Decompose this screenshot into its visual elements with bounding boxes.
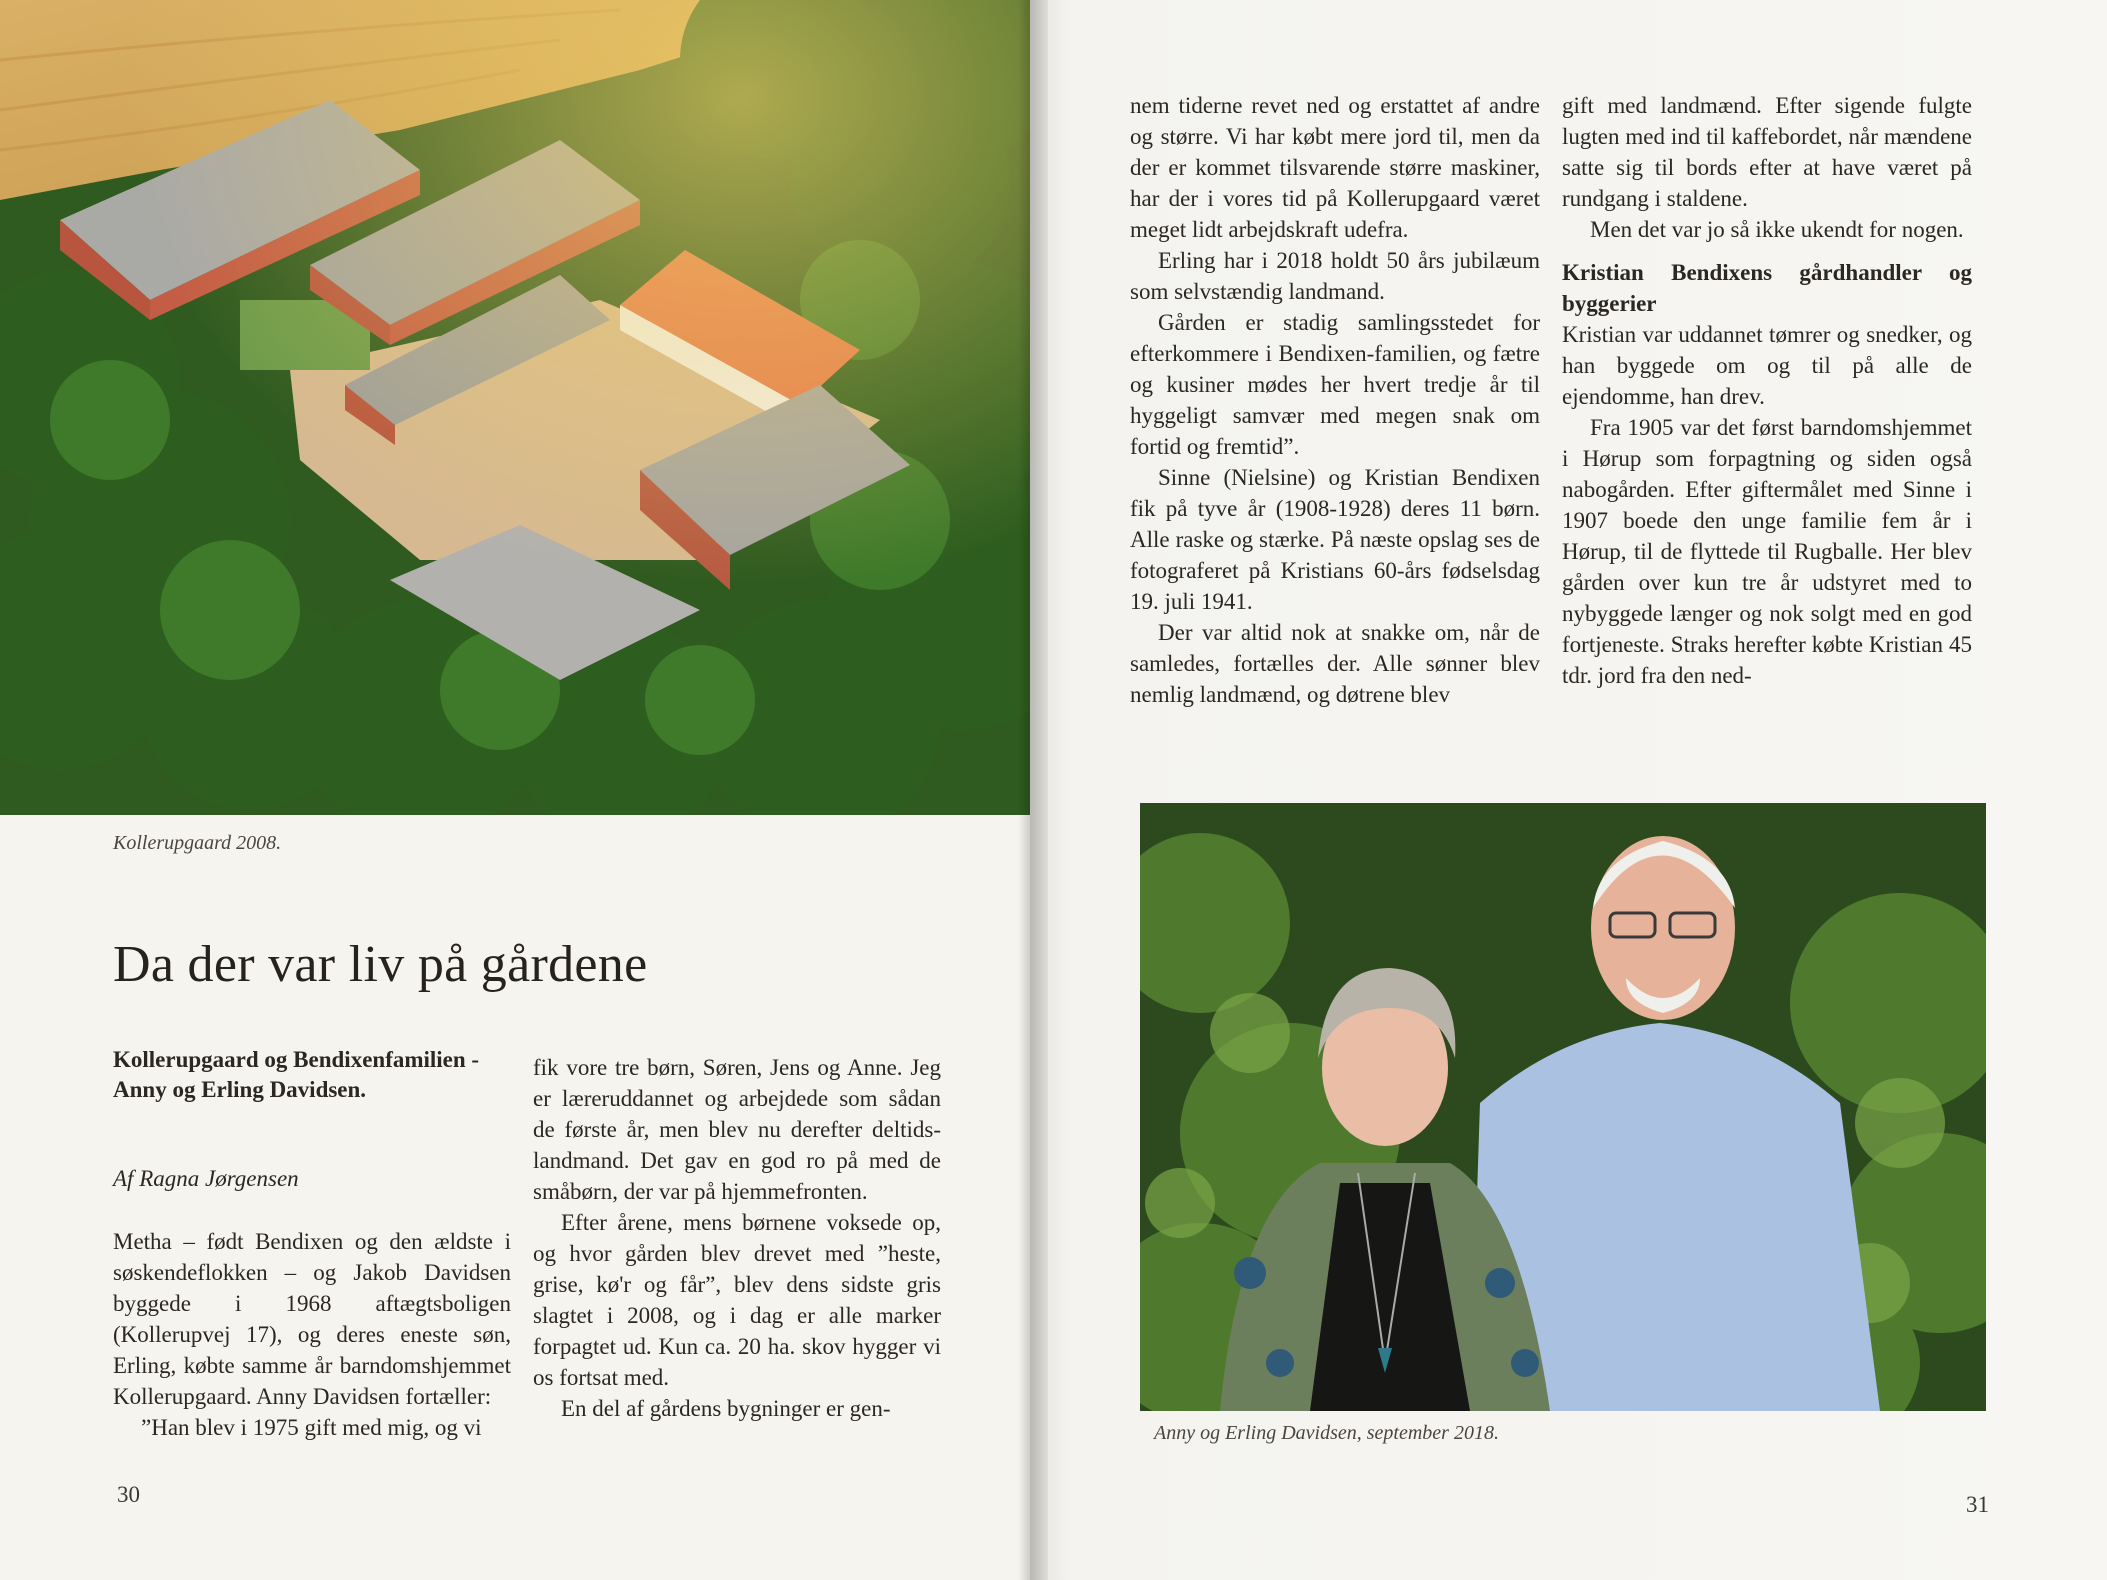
paragraph: En del af gårdens bygninger er gen-	[561, 1396, 891, 1421]
paragraph: Men det var jo så ikke ukendt for nogen.	[1590, 217, 1964, 242]
paragraph: Sinne (Nielsine) og Kristian Bendixen fik på tyve år (1908-1928) deres 11 børn. Alle raske og stærke. På næste opslag ses de fotograferet på Kristians 60-års fødselsdag 19. juli 1941.	[1130, 465, 1540, 614]
paragraph: nem tiderne revet ned og erstattet af andre og større. Vi har købt mere jord til, men da der er kommet tilsvarende større maskiner, har der i vores tid på Kollerupgaard været meget lidt arbejdskraft udefra.	[1130, 93, 1540, 242]
page-number-left: 30	[117, 1482, 140, 1507]
paragraph: Der var altid nok at snakke om, når de samledes, fortælles der. Alle sønner blev nemlig landmænd, og døtrene blev	[1130, 620, 1540, 707]
paragraph: Fra 1905 var det først barndomshjemmet i Hørup som forpagtning og siden også nabogården. Efter giftermålet med Sinne i 1907 boede den unge familie fem år i Hørup, til de flyttede til Rugballe. Her blev gården over kun tre år udstyret med to nybyggede længer og nok solgt med en god fortjeneste. Straks herefter købte Kristian 45 tdr. jord fra den ned-	[1562, 415, 1972, 688]
aerial-farm-photo	[0, 0, 1030, 815]
article-title: Da der var liv på gårdene	[113, 936, 648, 993]
left-column-2	[533, 1052, 941, 1424]
article-byline: Af Ragna Jørgensen	[113, 1166, 299, 1191]
paragraph: Gården er stadig samlingsstedet for efterkommere i Bendixen-familien, og fætre og kusiner mødes her hvert tredje år til hyggeligt samvær med megen snak om fortid og fremtid”.	[1130, 310, 1540, 459]
paragraph: ”Han blev i 1975 gift med mig, og vi	[141, 1415, 482, 1440]
right-column-1	[1130, 90, 1540, 710]
paragraph: fik vore tre børn, Søren, Jens og Anne. Jeg er læreruddannet og arbejdede som sådan de første år, men blev nu derefter deltids-landmand. Det gav en god ro på med de småbørn, der var på hjemmefronten.	[533, 1055, 941, 1204]
section-heading: Kristian Bendixens gårdhandler og byggerier	[1562, 260, 1972, 316]
left-column-1	[113, 1226, 511, 1443]
portrait-photo-caption: Anny og Erling Davidsen, september 2018.	[1154, 1422, 1499, 1444]
article-subtitle: Kollerupgaard og Bendixenfamilien - Anny og Erling Davidsen.	[113, 1047, 480, 1102]
page-number-right: 31	[1966, 1492, 1989, 1517]
paragraph: Efter årene, mens børnene voksede op, og hvor gården blev drevet med ”heste, grise, kø'r og får”, blev dens sidste gris slagtet i 2008, og i dag er alle marker forpagtet ud. Kun ca. 20 ha. skov hygger vi os fortsat med.	[533, 1210, 941, 1390]
aerial-photo-caption: Kollerupgaard 2008.	[113, 832, 282, 854]
right-column-2	[1562, 90, 1972, 691]
paragraph: Erling har i 2018 holdt 50 års jubilæum som selvstændig landmand.	[1130, 248, 1540, 304]
left-page	[0, 0, 1030, 1580]
portrait-photo	[1140, 803, 1986, 1411]
paragraph: gift med landmænd. Efter sigende fulgte lugten med ind til kaffebordet, når mændene satte sig til bords efter at have været på rundgang i staldene.	[1562, 93, 1972, 211]
paragraph: Kristian var uddannet tømrer og snedker, og han byggede om og til på alle de ejendomme, han drev.	[1562, 322, 1972, 409]
paragraph: Metha – født Bendixen og den ældste i søskendeflokken – og Jakob Davidsen byggede i 1968 aftægtsboligen (Kollerupvej 17), og deres eneste søn, Erling, købte samme år barndomshjemmet Kollerupgaard. Anny Davidsen fortæller:	[113, 1229, 511, 1409]
book-gutter-shadow	[1018, 0, 1048, 1580]
